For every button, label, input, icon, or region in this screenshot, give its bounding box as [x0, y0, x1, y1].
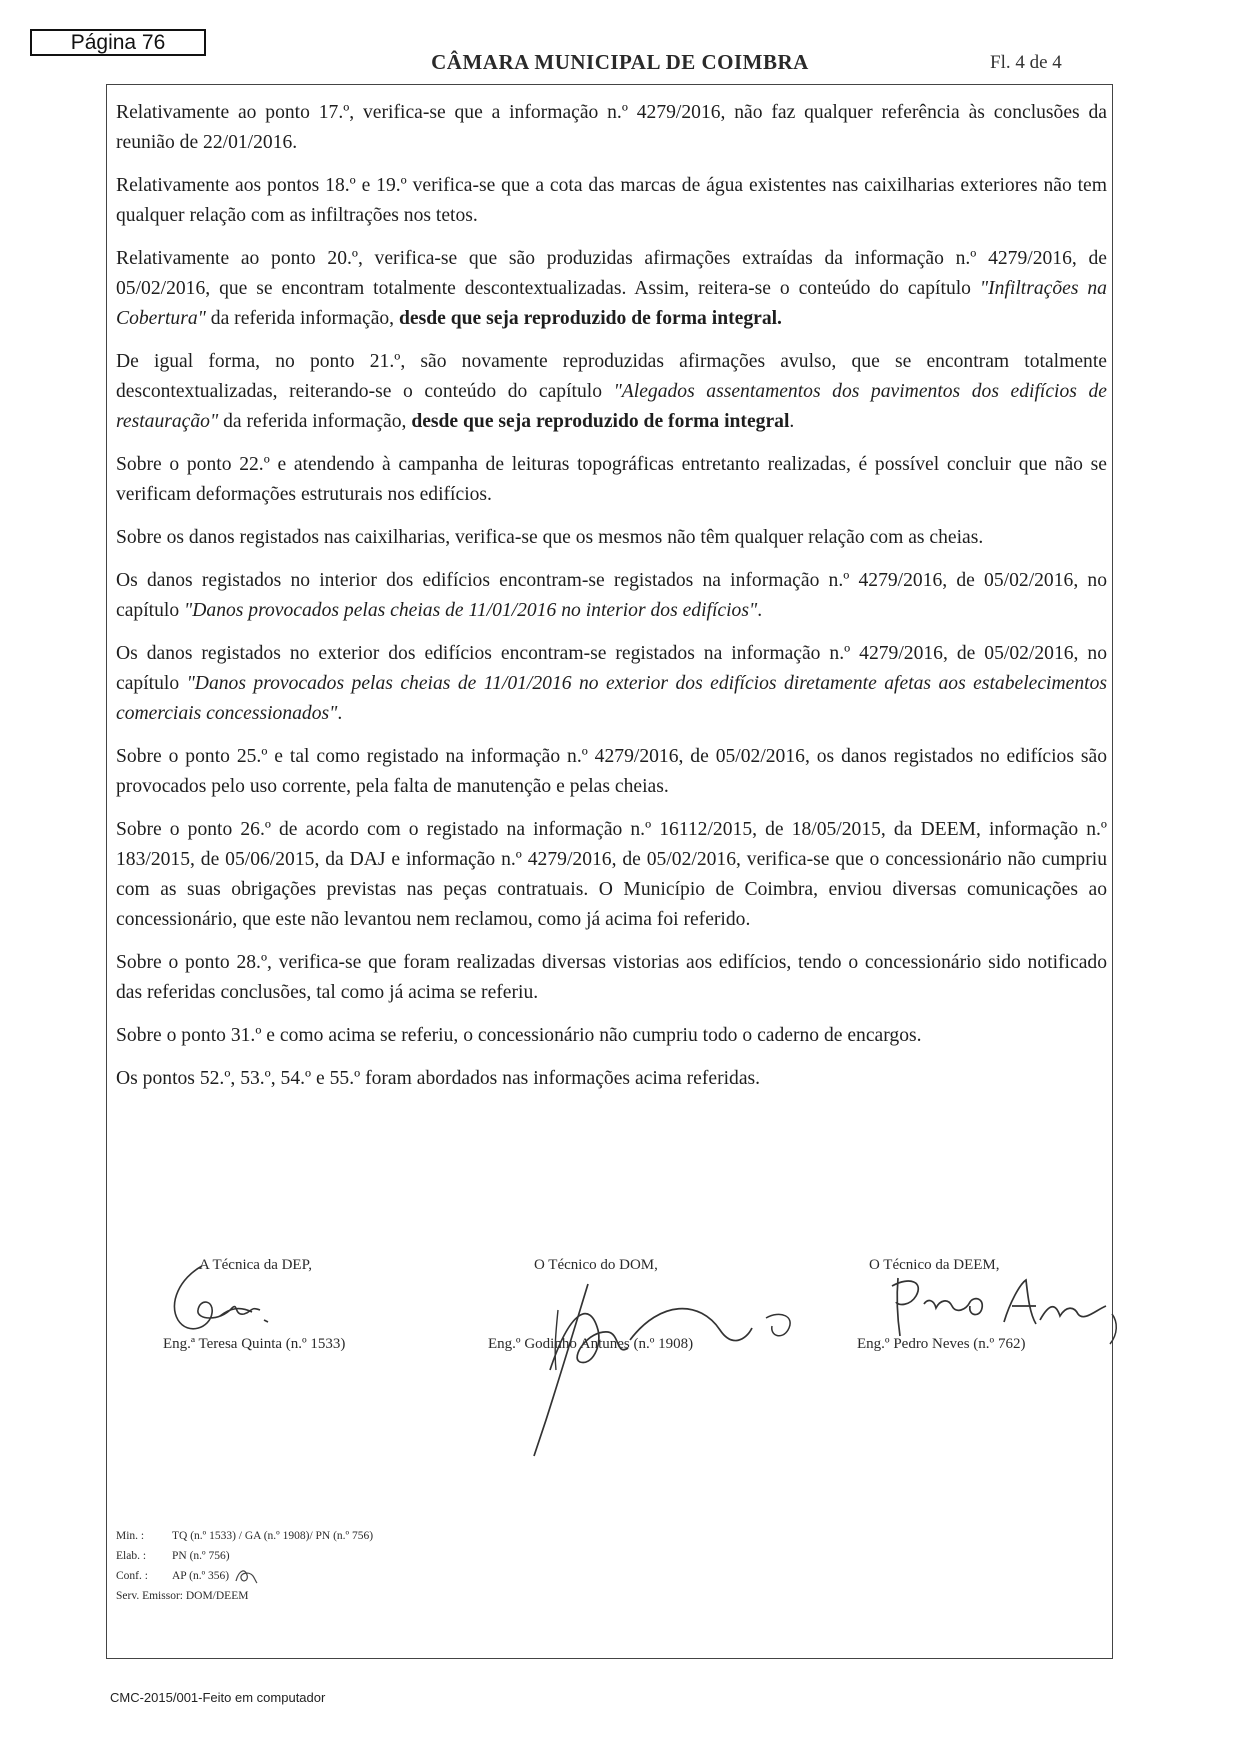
paragraph: Relativamente ao ponto 17.º, verifica-se que a informação n.º 4279/2016, não faz qualquer referência às conclusões da reunião de 22/01/2016.	[116, 102, 1107, 153]
signature-name-dep: Eng.ª Teresa Quinta (n.º 1533)	[163, 1336, 346, 1352]
folio-number: Fl. 4 de 4	[990, 52, 1062, 73]
initials-scribble	[233, 1566, 259, 1586]
paragraph: Os danos registados no interior dos edifícios encontram-se registados na informação n.º 4279/2016, de 05/02/2016, no capítulo "Danos provocados pelas cheias de 11/01/2016 no interior dos edifícios".	[116, 570, 1107, 621]
paragraph: Sobre o ponto 31.º e como acima se referiu, o concessionário não cumpriu todo o caderno de encargos.	[116, 1025, 922, 1046]
signature-name-deem: Eng.º Pedro Neves (n.º 762)	[857, 1336, 1026, 1352]
paragraph: Os pontos 52.º, 53.º, 54.º e 55.º foram abordados nas informações acima referidas.	[116, 1068, 761, 1089]
meta-elab-label: Elab. :	[116, 1550, 147, 1562]
signature-title-dep: A Técnica da DEP,	[199, 1257, 313, 1273]
document-metadata	[116, 1526, 373, 1606]
handwritten-signature-dom	[470, 1270, 810, 1460]
meta-conf-value: AP (n.º 356)	[172, 1570, 230, 1582]
meta-min-label: Min. :	[116, 1530, 145, 1542]
paragraph: Relativamente ao ponto 20.º, verifica-se que são produzidas afirmações extraídas da informação n.º 4279/2016, de 05/02/2016, que se encontram totalmente descontextualizadas. Assim, reitera-se o conteúdo do capítulo "Infiltrações na Cobertura" da referida informação, desde que seja reproduzido de forma integral.	[116, 248, 1107, 329]
signature-title-dom: O Técnico do DOM,	[534, 1257, 658, 1273]
handwritten-signature-dep	[140, 1257, 313, 1343]
meta-issuing-service: Serv. Emissor: DOM/DEEM	[116, 1590, 249, 1602]
footer-form-code: CMC-2015/001-Feito em computador	[110, 1690, 326, 1705]
signature-name-dom: Eng.º Godinho Antunes (n.º 1908)	[488, 1336, 694, 1352]
handwritten-signature-deem	[840, 1262, 1130, 1352]
paragraph: Relativamente aos pontos 18.º e 19.º verifica-se que a cota das marcas de água existentes nas caixilharias exteriores não tem qualquer relação com as infiltrações nos tetos.	[116, 175, 1107, 226]
paragraph: Sobre o ponto 26.º de acordo com o registado na informação n.º 16112/2015, de 18/05/2015, da DEEM, informação n.º 183/2015, de 05/06/2015, da DAJ e informação n.º 4279/2016, de 05/02/2016, verifica-se que o concessionário não cumpriu com as suas obrigações previstas nas peças contratuais. O Município de Coimbra, enviou diversas comunicações ao concessionário, que este não levantou nem reclamou, como já acima foi referido.	[116, 819, 1107, 930]
meta-elab-value: PN (n.º 756)	[172, 1550, 230, 1562]
paragraph: Sobre os danos registados nas caixilharias, verifica-se que os mesmos não têm qualquer relação com as cheias.	[116, 527, 984, 548]
paragraph: Sobre o ponto 22.º e atendendo à campanha de leituras topográficas entretanto realizadas, é possível concluir que não se verificam deformações estruturais nos edifícios.	[116, 454, 1107, 505]
document-body	[116, 98, 1107, 1107]
paragraph: Sobre o ponto 28.º, verifica-se que foram realizadas diversas vistorias aos edifícios, tendo o concessionário sido notificado das referidas conclusões, tal como já acima se referiu.	[116, 952, 1107, 1003]
signature-title-deem: O Técnico da DEEM,	[869, 1257, 1000, 1273]
paragraph: Sobre o ponto 25.º e tal como registado na informação n.º 4279/2016, de 05/02/2016, os danos registados no edifícios são provocados pelo uso corrente, pela falta de manutenção e pelas cheias.	[116, 746, 1107, 797]
document-header-title: CÂMARA MUNICIPAL DE COIMBRA	[431, 50, 809, 74]
meta-conf-label: Conf. :	[116, 1570, 148, 1582]
paragraph: Os danos registados no exterior dos edifícios encontram-se registados na informação n.º 4279/2016, de 05/02/2016, no capítulo "Danos provocados pelas cheias de 11/01/2016 no exterior dos edifícios diretamente afetas aos estabelecimentos comerciais concessionados".	[116, 643, 1107, 724]
page-number-tag: Página 76	[30, 29, 206, 56]
paragraph: De igual forma, no ponto 21.º, são novamente reproduzidas afirmações avulso, que se encontram totalmente descontextualizadas, reiterando-se o conteúdo do capítulo "Alegados assentamentos dos pavimentos dos edifícios de restauração" da referida informação, desde que seja reproduzido de forma integral.	[116, 351, 1107, 432]
meta-min-value: TQ (n.º 1533) / GA (n.º 1908)/ PN (n.º 756)	[172, 1530, 374, 1542]
